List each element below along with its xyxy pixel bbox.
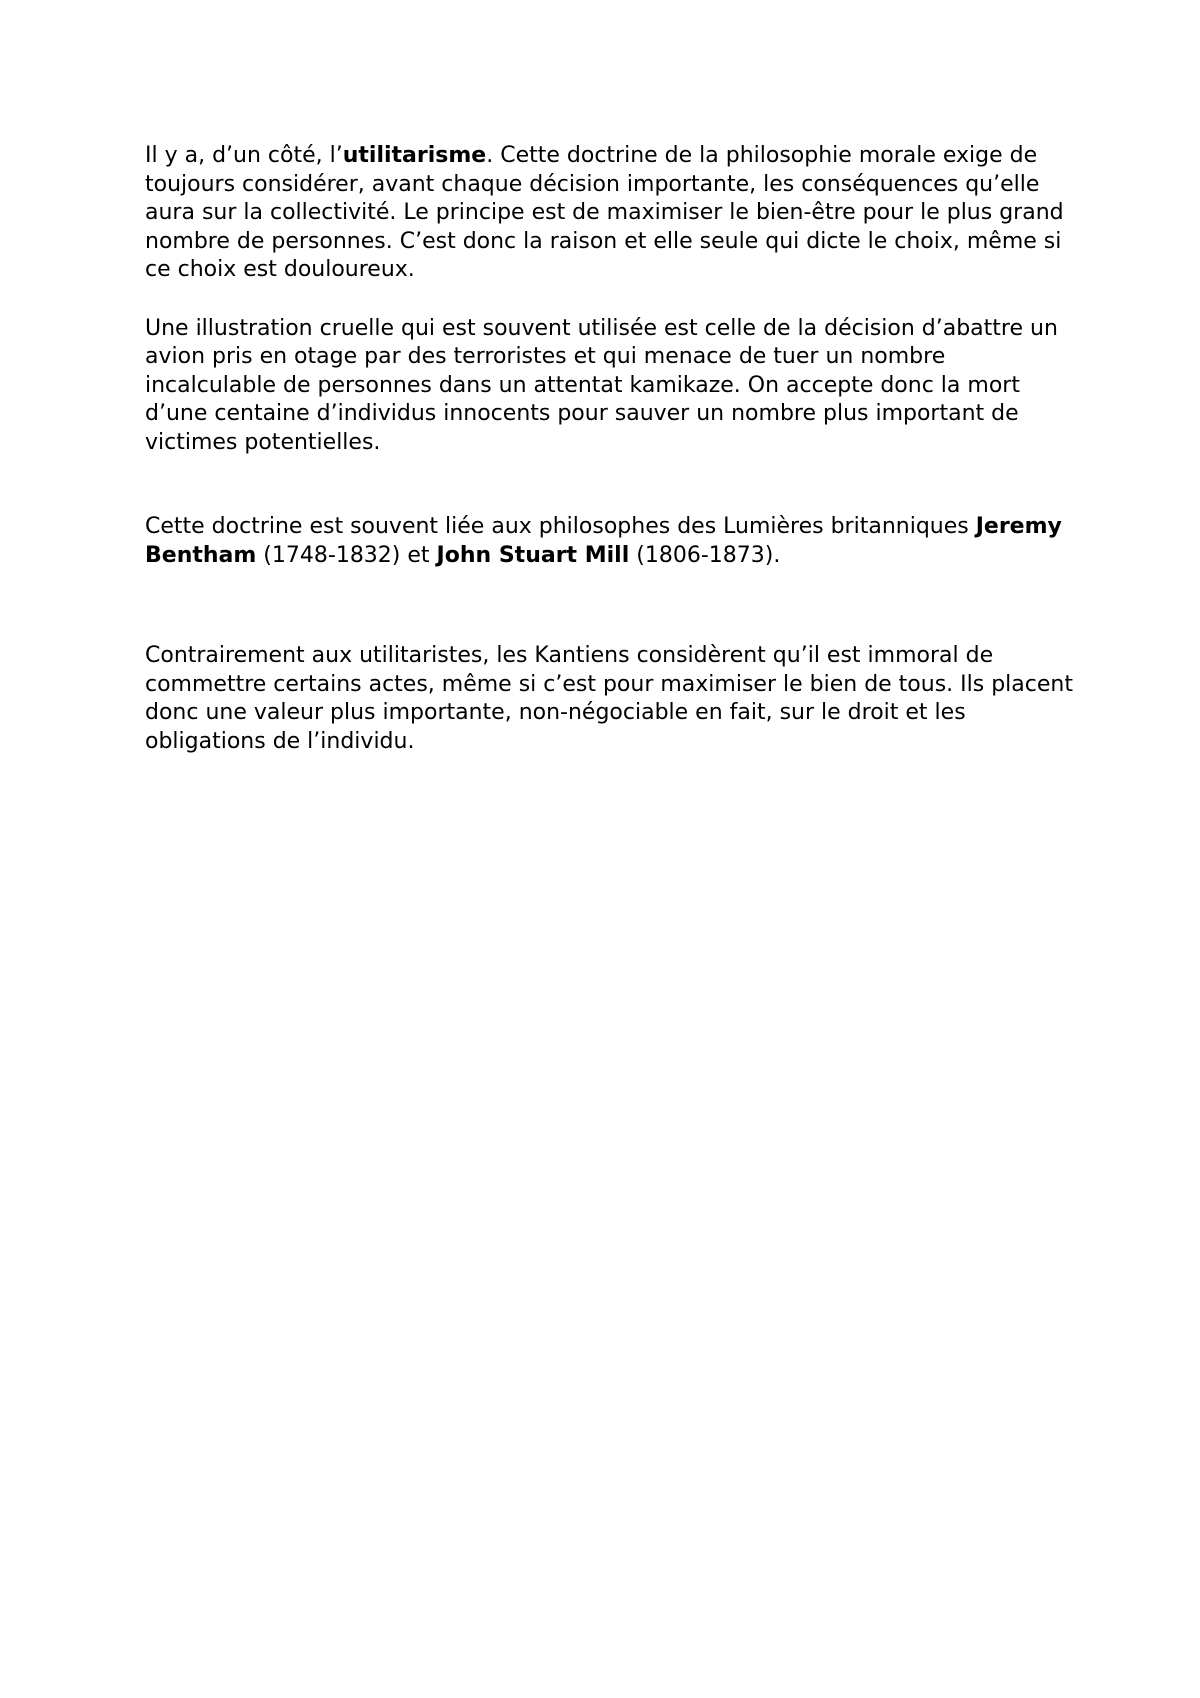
document-body	[145, 142, 1080, 756]
paragraph-illustration	[145, 315, 1080, 458]
text-run: Cette doctrine est souvent liée aux philosophes des Lumières britanniques	[145, 514, 976, 539]
text-run: Une illustration cruelle qui est souvent utilisée est celle de la décision d’abattre un avion pris en otage par des terroristes et qui menace de tuer un nombre incalculable de personnes dans un attentat kamikaze. On accepte donc la mort d’une centaine d’individus innocents pour sauver un nombre plus important de victimes potentielles.	[145, 315, 1058, 455]
bold-term-utilitarisme: utilitarisme	[342, 143, 487, 168]
text-run: (1748-1832) et	[256, 542, 437, 568]
bold-name-john-stuart-mill: John Stuart Mill	[436, 542, 630, 568]
paragraph-utilitarianism	[145, 142, 1080, 285]
paragraph-kantians	[145, 642, 1080, 756]
text-run: (1806-1873).	[629, 542, 781, 568]
text-run: Il y a, d’un côté, l’	[145, 143, 343, 168]
paragraph-philosophers	[145, 513, 1080, 570]
text-run: Contrairement aux utilitaristes, les Kantiens considèrent qu’il est immoral de commettre certains actes, même si c’est pour maximiser le bien de tous. Ils placent donc une valeur plus importante, non-négociable en fait, sur le droit et les obligations de l’individu.	[145, 643, 1073, 754]
bold-name-jeremy-bentham: Jeremy Bentham	[145, 514, 1062, 568]
text-run: . Cette doctrine de la philosophie morale exige de toujours considérer, avant chaque décision importante, les conséquences qu’elle aura sur la collectivité. Le principe est de maximiser le bien-être pour le plus grand nombre de personnes. C’est donc la raison et elle seule qui dicte le choix, même si ce choix est douloureux.	[145, 143, 1064, 282]
